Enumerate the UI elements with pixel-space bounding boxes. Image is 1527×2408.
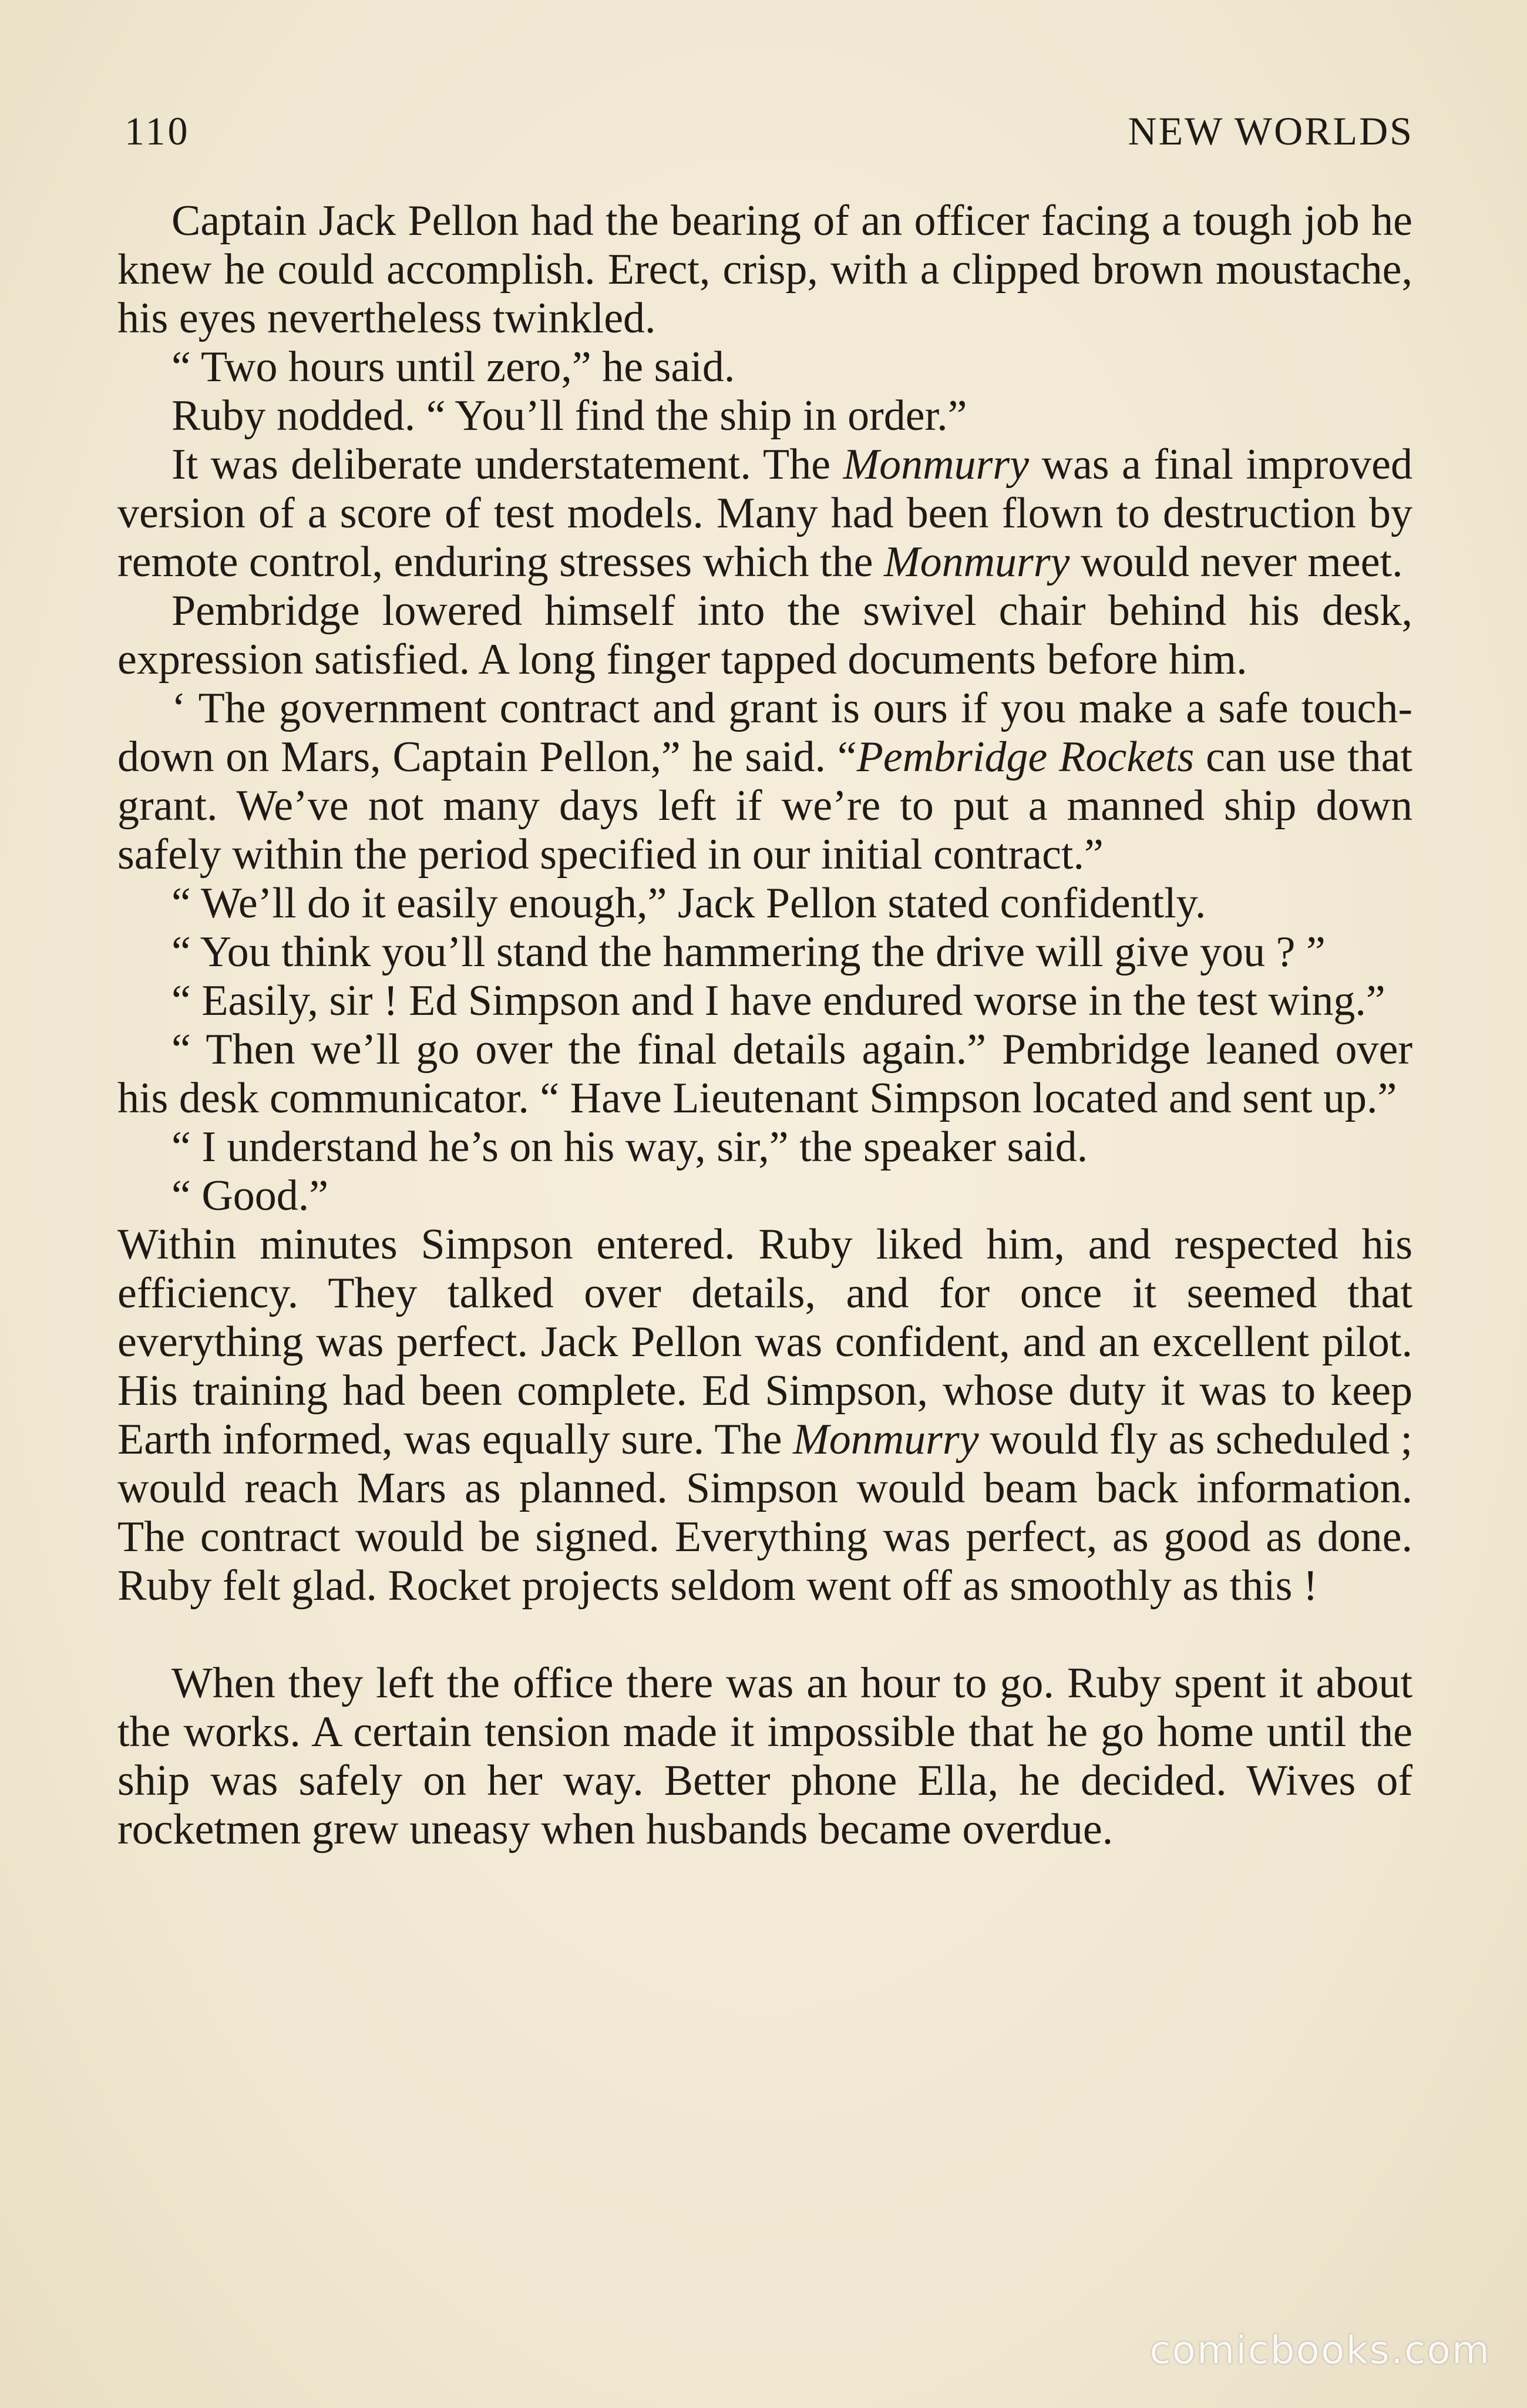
page-header — [125, 105, 1414, 157]
text-run: would never meet. — [1069, 538, 1403, 586]
paragraph — [117, 1172, 1412, 1220]
text-run: “ I understand he’s on his way, sir,” the speaker said. — [171, 1123, 1088, 1171]
paragraph — [117, 392, 1412, 440]
paragraph — [117, 879, 1412, 928]
paragraph — [117, 197, 1412, 343]
running-head: NEW WORLDS — [1128, 109, 1414, 153]
text-run: “ Good.” — [171, 1172, 329, 1220]
text-run: “ Easily, sir ! Ed Simpson and I have endured worse in the test wing.” — [171, 977, 1385, 1025]
paragraph — [117, 1220, 1412, 1610]
text-run: was a final improved version of a score of test models. Many had been flown to destruction by remote control, enduring stresses which the — [117, 440, 1412, 586]
text-run: ‘ The government contract and grant is ours if you make a safe touch-down on Mars, Captain Pellon,” he said. “ — [117, 684, 1412, 781]
paragraph — [117, 684, 1412, 879]
section-break — [117, 1610, 1412, 1659]
paragraph — [117, 1123, 1412, 1172]
paragraph — [117, 587, 1412, 684]
paragraph — [117, 1659, 1412, 1854]
watermark-logo: comicbooks.com — [1149, 2328, 1491, 2373]
italic-text: Pembridge Rockets — [856, 733, 1195, 781]
italic-text: Monmurry — [843, 440, 1030, 489]
paragraph — [117, 977, 1412, 1025]
text-run: “ Two hours until zero,” he said. — [171, 343, 735, 391]
paragraph — [117, 343, 1412, 392]
page-number: 110 — [125, 109, 190, 153]
text-run: Pembridge lowered himself into the swivel chair behind his desk, expression satisfied. A long finger tapped documents before him. — [117, 587, 1412, 684]
text-run: It was deliberate understatement. The — [171, 440, 843, 489]
text-run: “ Then we’ll go over the final details again.” Pembridge leaned over his desk communicator. “ Have Lieutenant Simpson located and sent up.” — [117, 1025, 1412, 1122]
paragraph — [117, 440, 1412, 587]
paragraph — [117, 928, 1412, 977]
italic-text: Monmurry — [883, 538, 1070, 586]
text-run: Ruby nodded. “ You’ll find the ship in order.” — [171, 392, 967, 440]
text-run: “ You think you’ll stand the hammering the drive will give you ? ” — [171, 928, 1326, 976]
paragraph — [117, 1025, 1412, 1123]
text-run: Within minutes Simpson entered. Ruby liked him, and respected his efficiency. They talked over details, and for once it seemed that everything was perfect. Jack Pellon was confident, and an excellent pilot. His training had been complete. Ed Simpson, whose duty it was to keep Earth informed, was equally sure. The — [117, 1220, 1412, 1464]
text-run: “ We’ll do it easily enough,” Jack Pellon stated confidently. — [171, 879, 1206, 927]
text-run: Captain Jack Pellon had the bearing of an officer facing a tough job he knew he could accomplish. Erect, crisp, with a clipped brown moustache, his eyes nevertheless twinkled. — [117, 197, 1412, 342]
text-run: can use that grant. We’ve not many days left if we’re to put a manned ship down safely within the period specified in our initial contract.” — [117, 733, 1412, 879]
italic-text: Monmurry — [793, 1415, 979, 1464]
text-run: would fly as scheduled ; would reach Mars as planned. Simpson would beam back information. The contract would be signed. Everything was perfect, as good as done. Ruby felt glad. Rocket projects seldom went off as smoothly as this ! — [117, 1415, 1413, 1610]
story-text — [117, 197, 1412, 1854]
text-run: When they left the office there was an hour to go. Ruby spent it about the works. A certain tension made it impossible that he go home until the ship was safely on her way. Better phone Ella, he decided. Wives of rocketmen grew uneasy when husbands became overdue. — [117, 1659, 1412, 1854]
